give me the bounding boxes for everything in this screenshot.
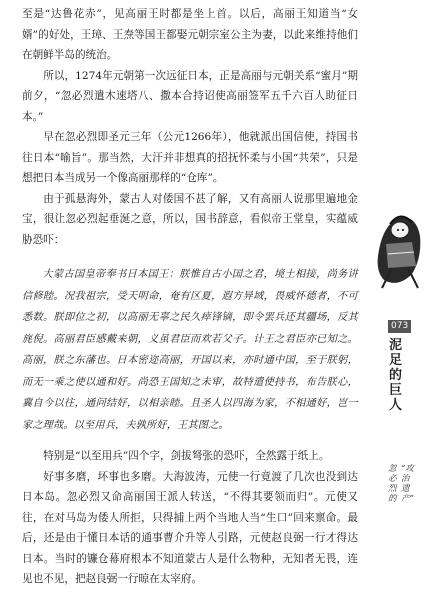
mongol-warrior-illustration [372,196,424,296]
running-subtitle-line-2: “攻治遗产” [401,464,414,504]
paragraph-4: 由于孤悬海外，蒙古人对倭国不甚了解，又有高丽人说那里遍地金宝，很让忽必烈起垂涎之意，所以，国书辞意，看似帝王堂皇，实蕴威胁恐吓： [22,192,358,246]
page-number-badge: 073 [388,320,411,333]
paragraph-1: 至是“达鲁花赤”，见高丽王时都是坐上首。以后，高丽王知道当“女婿”的好处，王璋、王焘等国王都娶元朝宗室公主为妻，以此来维持他们在朝鲜半岛的统治。 [22,8,358,61]
sidebar [372,0,424,601]
running-subtitle-line-1: 忽必烈的 [388,464,397,504]
main-text [22,4,358,590]
paragraph-2: 所以，1274年元朝第一次远征日本，正是高丽与元朝关系“蜜月”期前夕，“忽必烈遣木速塔八、撒本合持诏使高丽签军五千六百人助征日本。” [22,69,358,123]
paragraph-5: 特别是“以至用兵”四个字，剑拔弩张的恐吓，全然露于纸上。 [43,450,330,462]
paragraph-6: 好事多磨，坏事也多磨。大海波涛，元使一行竟渡了几次也没到达日本岛。忽必烈又命高丽国王派人转送，“不得其要领而归”。元使又往，在对马岛为倭人所拒，只得捕上两个当地人当“生口”回来禀命。最后，还是由于懂日本话的通事曹介升等人引路，元使赵良弼一行才得达日本。当时的镰仓幕府根本不知道蒙古人是什么物种，无知者无畏，连见也不见，把赵良弼一行晾在太宰府。 [22,470,358,585]
paragraph-3: 早在忽必烈即圣元三年（公元1266年），他就派出国信使，持国书往日本“喻旨”。那当然，大汗并非想真的招抚怀柔与小国“共荣”，只是想把日本当成另一个像高丽那样的“仓库”。 [22,131,358,184]
running-book-title: 泥足的巨人 [389,338,403,413]
imperial-letter-quote: 大蒙古国皇帝奉书日本国王：朕惟自古小国之君，境土相接，尚务讲信修睦。况我祖宗，受天明命，奄有区夏，遐方异域，畏威怀德者，不可悉数。朕即位之初，以高丽无辜之民久瘁锋镝，即令罢兵还其疆场，反其旄倪。高丽君臣感戴来朝，义虽君臣而欢若父子。计王之君臣亦已知之。高丽，朕之东藩也。日本密迩高丽，开国以来，亦时通中国，至于朕躬，而无一乘之使以通和好。尚恐王国知之未审，故特遣使持书，布告朕心，冀自今以往，通问结好，以相亲睦。且圣人以四海为家，不相通好，岂一家之理哉。以至用兵，夫孰所好，王其图之。 [22,269,358,431]
